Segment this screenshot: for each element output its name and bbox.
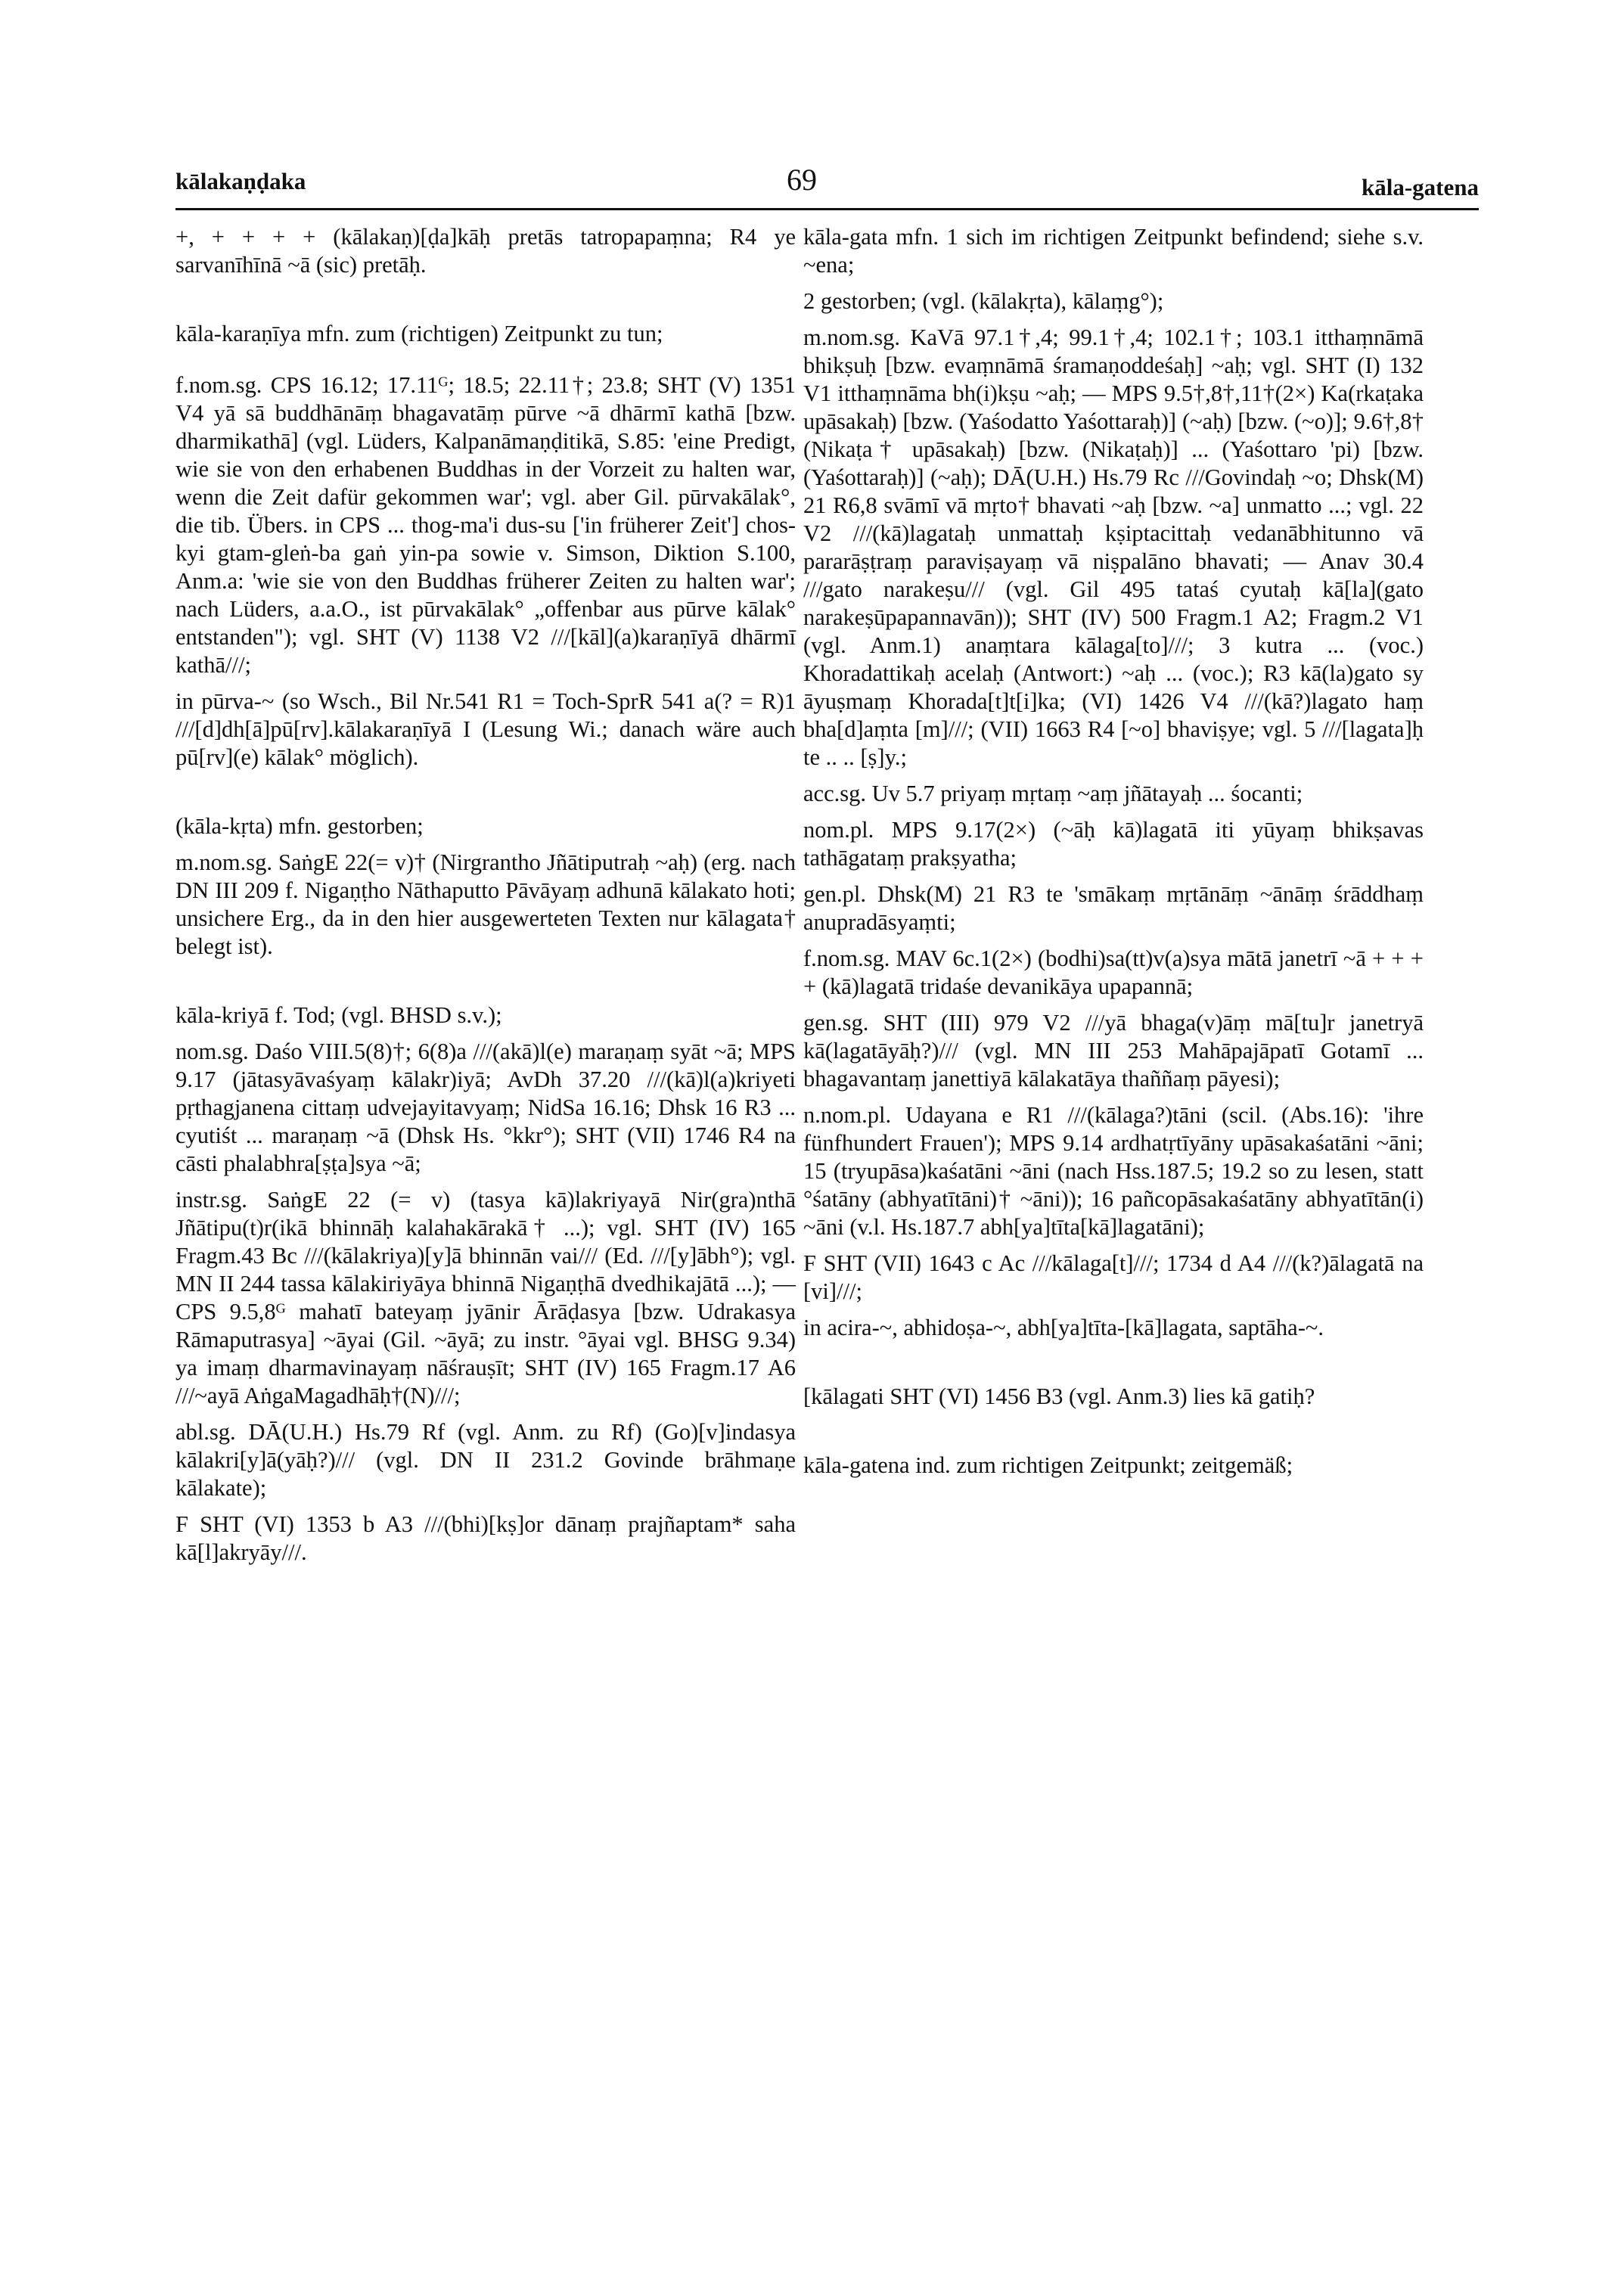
- entry-paragraph: m.nom.sg. KaVā 97.1†,4; 99.1†,4; 102.1†; 103.1 itthaṃnāmā bhikṣuḥ [bzw. evaṃnāmā śramaṇoddeśaḥ] ~aḥ; vgl. SHT (I) 132 V1 itthaṃnāma bh(i)kṣu ~aḥ; — MPS 9.5†,8†,11†(2×) Ka(rkaṭaka upāsakaḥ) [bzw. (Yaśodatto Yaśottaraḥ)] (~aḥ) [bzw. (~o)]; 9.6†,8† (Nikaṭa† upāsakaḥ) [bzw. (Nikaṭaḥ)] ... (Yaśottaro 'pi) [bzw. (Yaśottaraḥ)] (~aḥ); DĀ(U.H.) Hs.79 Rc ///Govindaḥ ~o; Dhsk(M) 21 R6,8 svāmī vā mṛto† bhavati ~aḥ [bzw. ~a] unmatto ...; vgl. 22 V2 ///(kā)lagataḥ unmattaḥ kṣiptacittaḥ vedanābhitunno vā pararāṣṭraṃ paraviṣayaṃ vā niṣpalāno bhavati; — Anav 30.4 ///gato narakeṣu/// (vgl. Gil 495 tataś cyutaḥ kā[la](gato narakeṣūpapannavān)); SHT (IV) 500 Fragm.1 A2; Fragm.2 V1 (vgl. Anm.1) anaṃtara kālaga[to]///; 3 kutra ... (voc.) Khoradattikaḥ acelaḥ (Antwort:) ~aḥ ... (voc.); R3 kā(la)gato sy āyuṣmaṃ Khorada[t]t[i]ka; (VI) 1426 V4 ///(kā?)lagato haṃ bha[d]aṃta [m]///; (VII) 1663 R4 [~o] bhaviṣye; vgl. 5 ///[lagata]ḥ te .. .. [ṣ]y.;: [803, 325, 1424, 770]
- right-column: [803, 223, 1424, 1503]
- entry-paragraph: gen.sg. SHT (III) 979 V2 ///yā bhaga(v)āṃ mā[tu]r janetryā kā(lagatāyāḥ?)/// (vgl. MN III 253 Mahāpajāpatī Gotamī ... bhagavantaṃ janettiyā kālakatāya thaññaṃ pāyesi);: [803, 1010, 1424, 1092]
- entry-paragraph: gen.pl. Dhsk(M) 21 R3 te 'smākaṃ mṛtānāṃ ~ānāṃ śrāddhaṃ anupradāsyaṃti;: [803, 881, 1424, 935]
- entry-paragraph: F SHT (VI) 1353 b A3 ///(bhi)[kṣ]or dānaṃ prajñaptam* saha kā[l]akryāy///.: [175, 1511, 796, 1565]
- entry-paragraph: m.nom.sg. SaṅgE 22(= v)† (Nirgrantho Jñātiputraḥ ~aḥ) (erg. nach DN III 209 f. Nigaṇṭho Nāthaputto Pāvāyaṃ adhunā kālakato hoti; unsichere Erg., da in den hier ausgewerteten Texten nur kālagata† belegt ist).: [175, 849, 796, 959]
- entry-paragraph: [kālagati SHT (VI) 1456 B3 (vgl. Anm.3) lies kā gatiḥ?: [803, 1383, 1315, 1409]
- page-number: 69: [787, 163, 817, 197]
- entry-paragraph: instr.sg. SaṅgE 22 (= v) (tasya kā)lakriyayā Nir(gra)nthā Jñātipu(t)r(ikā bhinnāḥ kalahakārakā† ...); vgl. SHT (IV) 165 Fragm.43 Bc ///(kālakriya)[y]ā bhinnān vai/// (Ed. ///[y]ābh°); vgl. MN II 244 tassa kālakiriyāya bhinnā Nigaṇṭhā dvedhikajātā ...); — CPS 9.5,8ᴳ mahatī bateyaṃ jyānir Ārāḍasya [bzw. Udrakasya Rāmaputrasya] ~āyai (Gil. ~āyā; zu instr. °āyai vgl. BHSG 9.34) ya imaṃ dharmavinayaṃ nāśrauṣīt; SHT (IV) 165 Fragm.17 A6 ///~ayā AṅgaMagadhāḥ†(N)///;: [175, 1187, 796, 1408]
- entry-paragraph: f.nom.sg. CPS 16.12; 17.11ᴳ; 18.5; 22.11†; 23.8; SHT (V) 1351 V4 yā sā buddhānāṃ bhagavatāṃ pūrve ~ā dhārmī kathā [bzw. dharmikathā] (vgl. Lüders, Kalpanāmaṇḍitikā, S.85: 'eine Predigt, wie sie von den erhabenen Buddhas in der Vorzeit zu halten war, wenn die Zeit dafür gekommen war'; vgl. aber Gil. pūrvakālak°, die tib. Übers. in CPS ... thog-ma'i dus-su ['in früherer Zeit'] chos-kyi gtam-gleṅ-ba gaṅ yin-pa sowie v. Simson, Diktion S.100, Anm.a: 'wie sie von den Buddhas früherer Zeiten zu halten war'; nach Lüders, a.a.O., ist pūrvakālak° „offenbar aus pūrve kālak° entstanden"); vgl. SHT (V) 1138 V2 ///[kāl](a)karaṇīyā dhārmī kathā///;: [175, 372, 796, 678]
- entry-paragraph: (kāla-kṛta) mfn. gestorben;: [175, 813, 424, 839]
- entry-paragraph: kāla-kriyā f. Tod; (vgl. BHSD s.v.);: [175, 1002, 502, 1028]
- left-column: [175, 223, 796, 1590]
- entry-paragraph: nom.sg. Daśo VIII.5(8)†; 6(8)a ///(akā)l(e) maraṇaṃ syāt ~ā; MPS 9.17 (jātasyāvaśyaṃ kālakr)iyā; AvDh 37.20 ///(kā)l(a)kriyeti pṛthagjanena cittaṃ udvejayitavyaṃ; NidSa 16.16; Dhsk 16 R3 ... cyutiśt ... maraṇaṃ ~ā (Dhsk Hs. °kkr°); SHT (VII) 1746 R4 na cāsti phalabhra[ṣṭa]sya ~ā;: [175, 1039, 796, 1176]
- running-head-left: kālakaṇḍaka: [175, 168, 306, 194]
- entry-paragraph: 2 gestorben; (vgl. (kālakṛta), kālaṃg°);: [803, 288, 1164, 314]
- entry-paragraph: nom.pl. MPS 9.17(2×) (~āḥ kā)lagatā iti yūyaṃ bhikṣavas tathāgataṃ prakṣyatha;: [803, 817, 1424, 871]
- entry-paragraph: kāla-karaṇīya mfn. zum (richtigen) Zeitpunkt zu tun;: [175, 321, 663, 346]
- entry-paragraph: +, + + + + (kālakaṇ)[ḍa]kāḥ pretās tatropapaṃna; R4 ye sarvanīhīnā ~ā (sic) pretāḥ.: [175, 224, 796, 278]
- entry-paragraph: kāla-gatena ind. zum richtigen Zeitpunkt; zeitgemäß;: [803, 1452, 1293, 1478]
- header-rule: [175, 208, 1479, 210]
- entry-paragraph: in acira-~, abhidoṣa-~, abh[ya]tīta-[kā]lagata, saptāha-~.: [803, 1315, 1324, 1340]
- entry-paragraph: acc.sg. Uv 5.7 priyaṃ mṛtaṃ ~aṃ jñātayaḥ ... śocanti;: [803, 781, 1303, 806]
- entry-paragraph: in pūrva-~ (so Wsch., Bil Nr.541 R1 = Toch-SprR 541 a(? = R)1 ///[d]dh[ā]pū[rv].kālakaraṇīyā I (Lesung Wi.; danach wäre auch pū[rv](e) kālak° möglich).: [175, 688, 796, 770]
- running-head-right: kāla-gatena: [1362, 174, 1479, 200]
- entry-paragraph: abl.sg. DĀ(U.H.) Hs.79 Rf (vgl. Anm. zu Rf) (Go)[v]indasya kālakri[y]ā(yāḥ?)/// (vgl. DN II 231.2 Govinde brāhmaṇe kālakate);: [175, 1419, 796, 1501]
- entry-paragraph: F SHT (VII) 1643 c Ac ///kālaga[t]///; 1734 d A4 ///(k?)ālagatā na [vi]///;: [803, 1250, 1424, 1304]
- entry-paragraph: kāla-gata mfn. 1 sich im richtigen Zeitpunkt befindend; siehe s.v. ~ena;: [803, 224, 1424, 278]
- entry-paragraph: n.nom.pl. Udayana e R1 ///(kālaga?)tāni (scil. (Abs.16): 'ihre fünfhundert Frauen'); MPS 9.14 ardhatṛtīyāny upāsakaśatāni ~āni; 15 (tryupāsa)kaśatāni ~āni (nach Hss.187.5; 19.2 so zu lesen, statt °śatāny (abhyatītāni)† ~āni)); 16 pañcopāsakaśatāny abhyatītān(i) ~āni (v.l. Hs.187.7 abh[ya]tīta[kā]lagatāni);: [803, 1102, 1424, 1240]
- entry-paragraph: f.nom.sg. MAV 6c.1(2×) (bodhi)sa(tt)v(a)sya mātā janetrī ~ā + + + + (kā)lagatā tridaśe devanikāya upapannā;: [803, 946, 1424, 999]
